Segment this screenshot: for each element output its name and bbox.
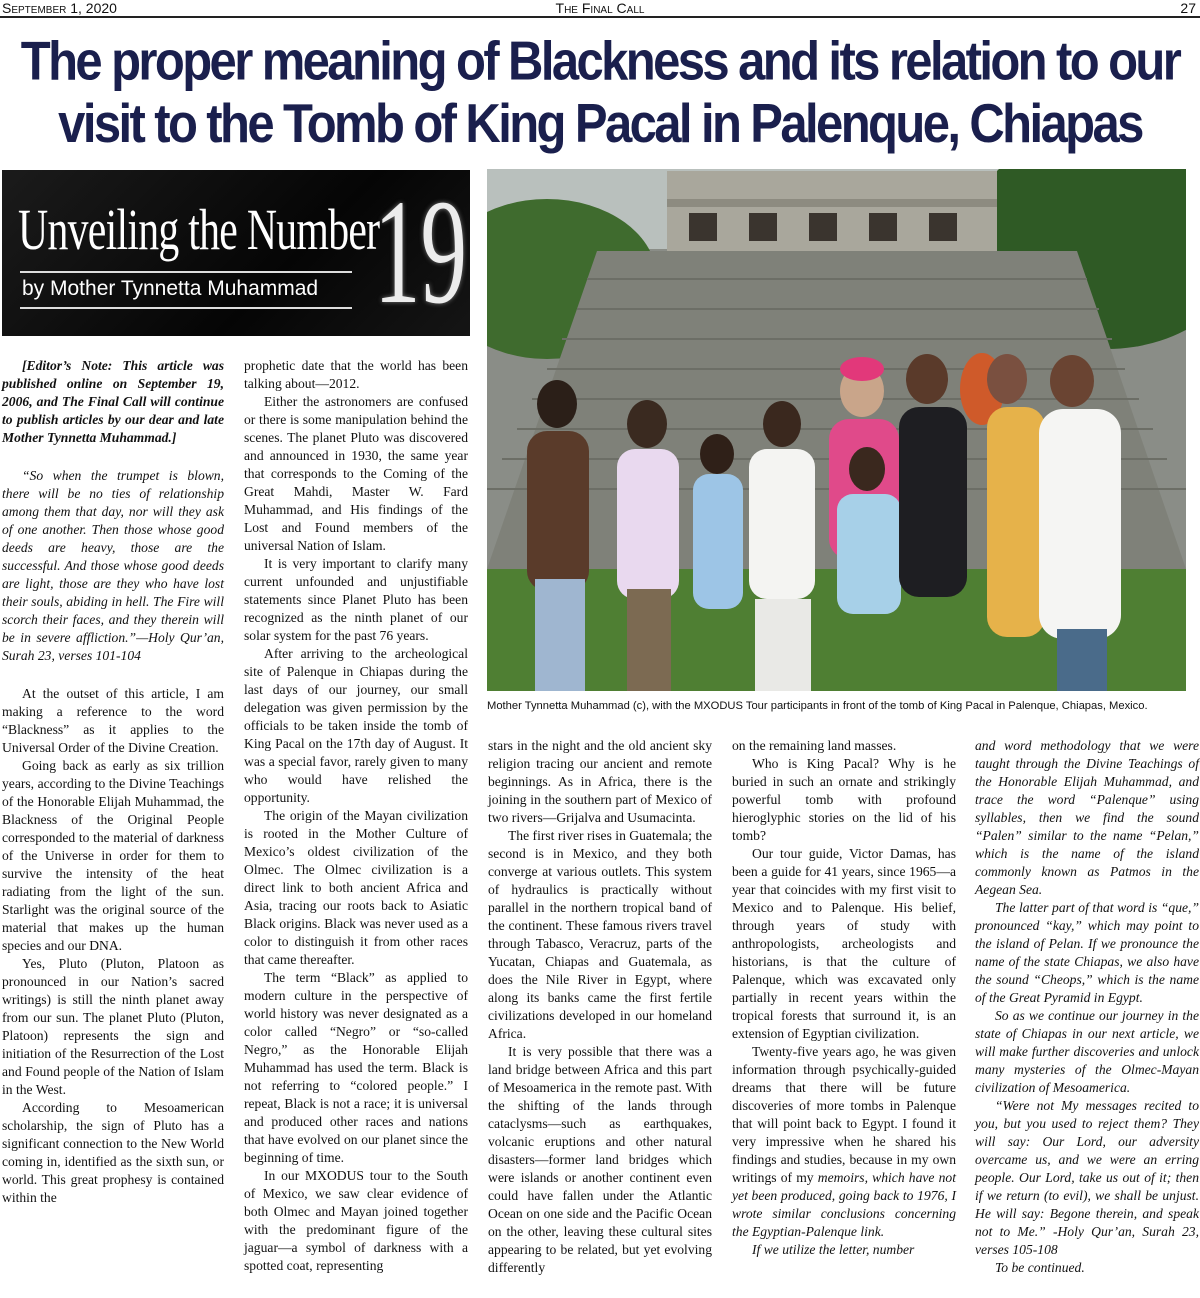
paragraph: Yes, Pluto (Pluton, Platoon as pronounced in our Nation’s sacred writings) is still the ninth planet away from our sun. The planet Pluto (Pluton, Platoon) represents the sign and initiation of the Resurrection of the Lost and Found people of the Nation of Islam in the West. [2, 956, 224, 1097]
article-column-3 [488, 737, 712, 1277]
paragraph: In our MXODUS tour to the South of Mexico, we saw clear evidence of both Olmec and Mayan joined together with the predominant figure of the jaguar—a symbol of darkness with a spotted coat, representing [244, 1168, 468, 1273]
masthead [0, 0, 1200, 18]
paragraph: So as we continue our journey in the state of Chiapas in our next article, we will make further discoveries and unlock many mysteries of the Olmec-Mayan civilization of Mesoamerica. [975, 1008, 1199, 1095]
photo-illustration [487, 169, 1186, 691]
paragraph: After arriving to the archeological site of Palenque in Chiapas during the last days of our journey, our small delegation was given permission by the officials to be taken inside the tomb of King Pacal on the 17th day of August. It was a special favor, rarely given to many who would have relished the opportunity. [244, 646, 468, 805]
tomb-group-photo [487, 169, 1186, 691]
banner-number: 19 [374, 170, 467, 335]
paragraph: The term “Black” as applied to modern culture in the perspective of world history was never designated as a color called “Negro” or “so-called Negro,” as the Honorable Elijah Muhammad has used the term. Black is not referring to “colored people.” I repeat, Black is not a race; it is universal and produced other races and nations that have evolved on our planet since the beginning of time. [244, 970, 468, 1165]
paragraph: The origin of the Mayan civilization is rooted in the Mother Culture of Mexico’s oldest civilization of the Olmec. The Olmec civilization is a direct link to both ancient Africa and Asia, tracing our roots back to Asiatic Black origins. Black was never used as a color to distinguish it from other races that came thereafter. [244, 808, 468, 967]
editors-note: [Editor’s Note: This article was published online on September 19, 2006, and The Final Call will continue to publish articles by our dear and late Mother Tynnetta Muhammad.] [2, 358, 224, 445]
column-banner [2, 170, 470, 336]
issue-date: September 1, 2020 [2, 0, 117, 16]
banner-byline: by Mother Tynnetta Muhammad [22, 277, 319, 300]
paragraph: The first river rises in Guatemala; the second is in Mexico, and they both converge at various outlets. This system of hydraulics is practically without parallel in the northern tropical band of the continent. These famous rivers travel through Tabasco, Veracruz, parts of the Yucatan, Chiapas and Guatemala, as does the Nile River in Egypt, where along its banks came the first fertile civilizations developed in our homeland Africa. [488, 828, 712, 1041]
paragraph: Our tour guide, Victor Damas, has been a guide for 41 years, since 1965—a year that coincides with my first visit to Mexico and to Palenque. His belief, through years of study with anthropologists, archeologists and historians, is that the culture of Palenque, which was excavated only partially in recent years within the tropical forests that surround it, is an extension of Egyptian civilization. [732, 846, 956, 1041]
article-column-4 [732, 737, 956, 1259]
paragraph: Going back as early as six trillion years, according to the Divine Teachings of the Honorable Elijah Muhammad, the Blackness of the Original People corresponded to the material of darkness of the Universe in order for them to survive the intensity of the heat radiating from the light of the sun. Starlight was the original source of the material that makes up the human species and our DNA. [2, 758, 224, 953]
paragraph: prophetic date that the world has been talking about—2012. [244, 358, 468, 391]
paragraph: At the outset of this article, I am making a reference to the word “Blackness” as it applies to the Universal Order of the Divine Creation. [2, 686, 224, 755]
paragraph: Either the astronomers are confused or there is some manipulation behind the scenes. The planet Pluto was discovered and announced in 1930, the same year that corresponds to the Coming of the Great Mahdi, Master W. Fard Muhammad, and His findings of the Lost and Found members of the universal Nation of Islam. [244, 394, 468, 553]
paragraph: stars in the night and the old ancient sky religion tracing our ancient and remote beginnings. As in Africa, there is the joining in the southern part of Mexico of two rivers—Grijalva and Usumacinta. [488, 738, 712, 825]
paragraph: According to Mesoamerican scholarship, the sign of Pluto has a significant connection to the New World coming in, identified as the sixth sun, or world. This great prophesy is contained within the [2, 1100, 224, 1205]
banner-rule-top [20, 271, 352, 273]
paragraph: If we utilize the letter, number [752, 1242, 915, 1257]
paragraph: Who is King Pacal? Why is he buried in such an ornate and strikingly powerful tomb with profound hieroglyphic stories on the lid of his tomb? [732, 756, 956, 843]
quran-quote-opening: “So when the trumpet is blown, there will be no ties of relationship among them that day, nor will they ask of one another. Then those whose good deeds are heavy, those are the successful. And those whose good deeds are light, those are they who have lost their souls, abiding in hell. The Fire will scorch their faces, and they therein will be in severe affliction.”—Holy Qur’an, Surah 23, verses 101-104 [2, 468, 224, 663]
paragraph: The latter part of that word is “que,” pronounced “kay,” which may point to the island of Pelan. If we pronounce the name of the state Chiapas, we also have the sound “Cheops,” which is the name of the Great Pyramid in Egypt. [975, 900, 1199, 1005]
paragraph: on the remaining land masses. [732, 738, 897, 753]
photo-caption: Mother Tynnetta Muhammad (c), with the MXODUS Tour participants in front of the tomb of King Pacal in Palenque, Chiapas, Mexico. [487, 700, 1148, 712]
article-column-2 [244, 357, 468, 1275]
banner-rule-bottom [20, 307, 352, 309]
quran-quote-closing: “Were not My messages recited to you, but you used to reject them? They will say: Our Lord, our adversity overcame us, and we were an erring people. Our Lord, take us out of it; then if we return (to evil), we shall be unjust. He will say: Begone therein, and speak not to Me.” -Holy Qur’an, Surah 23, verses 105-108 [975, 1098, 1199, 1257]
paragraph: It is very possible that there was a land bridge between Africa and this part of Mesoamerica in the remote past. With the shifting of the lands through cataclysms—such as earthquakes, volcanic eruptions and other natural disasters—former land bridges which were islands or another continent even could have fallen under the Atlantic Ocean on one side and the Pacific Ocean on the other, leaving these cultural sites appearing to be related, but yet evolving differently [488, 1044, 712, 1275]
paragraph-text: Twenty-five years ago, he was given information through psychically-guided dreams that there will be future discoveries of more tombs in Palenque that will point back to Egypt. I found it very impressive when he shared his findings and studies, because in my own writings of my [732, 1044, 956, 1185]
banner-title: Unveiling the Number [18, 197, 380, 262]
article-column-1 [2, 357, 224, 1207]
paragraph: It is very important to clarify many current unfounded and unjustifiable statements since Planet Pluto has been recognized as the ninth planet of our solar system for the past 76 years. [244, 556, 468, 643]
paragraph: and word methodology that we were taught through the Divine Teachings of the Honorable Elijah Muhammad, and trace the word “Palenque” using syllables, then we find the sound “Palen” similar to the name “Pelan,” which is the name of the island commonly known as Patmos in the Aegean Sea. [975, 738, 1199, 897]
paragraph [732, 1043, 956, 1241]
italic-text: memoirs, which have not yet been produced, going back to 1976, I wrote similar conclusions concerning the Egyptian-Palenque link. [732, 1170, 956, 1239]
headline-line-2: visit to the Tomb of King Pacal in Palenque, Chiapas [58, 93, 1142, 155]
article-headline [0, 30, 1200, 155]
headline-line-1: The proper meaning of Blackness and its relation to our [20, 31, 1180, 92]
article-column-5 [975, 737, 1199, 1277]
to-be-continued: To be continued. [995, 1260, 1085, 1275]
newspaper-name: The Final Call [555, 0, 645, 16]
page-number: 27 [1180, 0, 1196, 16]
